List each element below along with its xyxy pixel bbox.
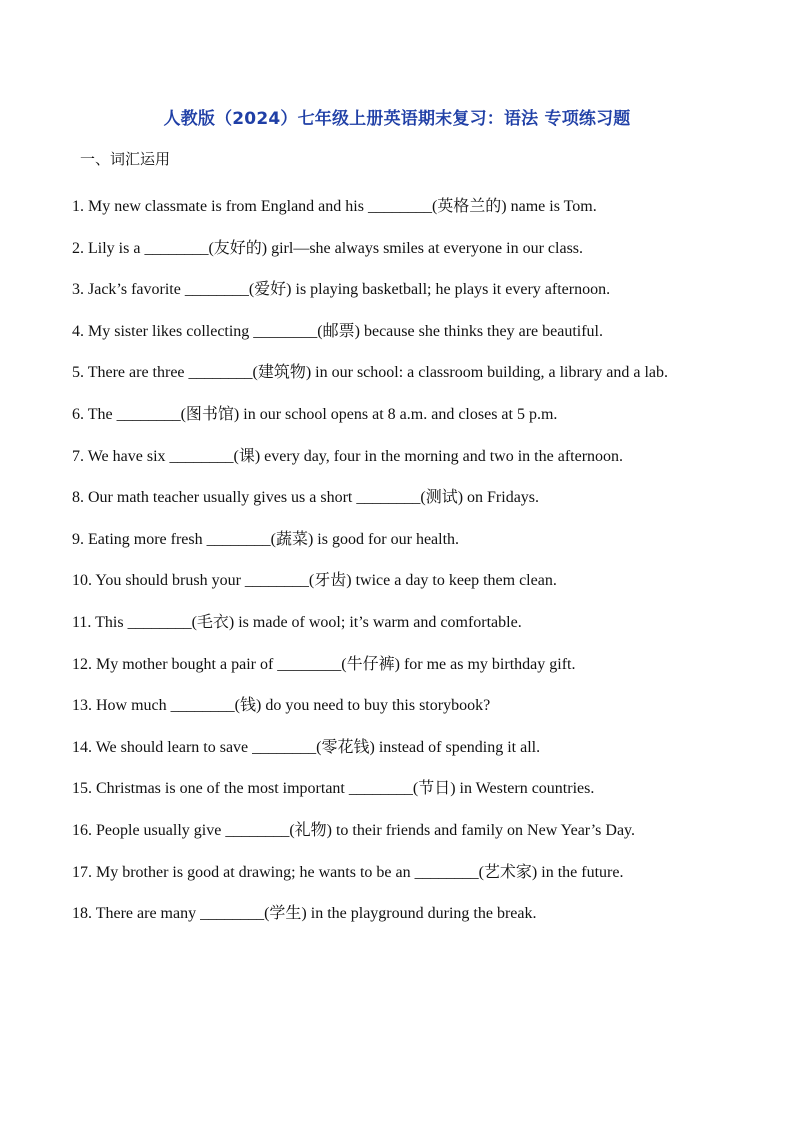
question-item: 4. My sister likes collecting ________(邮票) because she thinks they are beautiful. — [72, 322, 603, 340]
question-item: 10. You should brush your ________(牙齿) twice a day to keep them clean. — [72, 572, 557, 590]
question-item: 11. This ________(毛衣) is made of wool; it’s warm and comfortable. — [72, 613, 522, 631]
question-item: 7. We have six ________(课) every day, four in the morning and two in the afternoon. — [72, 447, 624, 465]
document-title: 人教版（2024）七年级上册英语期末复习：语法 专项练习题 — [163, 109, 631, 129]
question-item: 1. My new classmate is from England and his ________(英格兰的) name is Tom. — [72, 198, 597, 215]
question-item: 16. People usually give ________(礼物) to their friends and family on New Year’s Day. — [72, 821, 636, 839]
section-heading: 一、词汇运用 — [80, 150, 171, 168]
question-item: 12. My mother bought a pair of ________(牛仔裤) for me as my birthday gift. — [72, 655, 576, 673]
question-item: 5. There are three ________(建筑物) in our school: a classroom building, a library and a lab. — [72, 364, 668, 382]
question-item: 2. Lily is a ________(友好的) girl—she always smiles at everyone in our class. — [72, 239, 584, 257]
question-item: 17. My brother is good at drawing; he wants to be an ________(艺术家) in the future. — [72, 863, 624, 881]
question-item: 15. Christmas is one of the most important ________(节日) in Western countries. — [72, 780, 595, 798]
question-list — [72, 186, 724, 935]
question-item: 8. Our math teacher usually gives us a short ________(测试) on Fridays. — [72, 489, 540, 507]
question-item: 14. We should learn to save ________(零花钱) instead of spending it all. — [72, 738, 541, 756]
question-item: 6. The ________(图书馆) in our school opens at 8 a.m. and closes at 5 p.m. — [72, 405, 558, 423]
question-item: 9. Eating more fresh ________(蔬菜) is good for our health. — [72, 530, 460, 548]
question-item: 13. How much ________(钱) do you need to buy this storybook? — [72, 697, 491, 715]
question-item: 3. Jack’s favorite ________(爱好) is playing basketball; he plays it every afternoon. — [72, 281, 611, 299]
question-item: 18. There are many ________(学生) in the playground during the break. — [72, 905, 537, 923]
